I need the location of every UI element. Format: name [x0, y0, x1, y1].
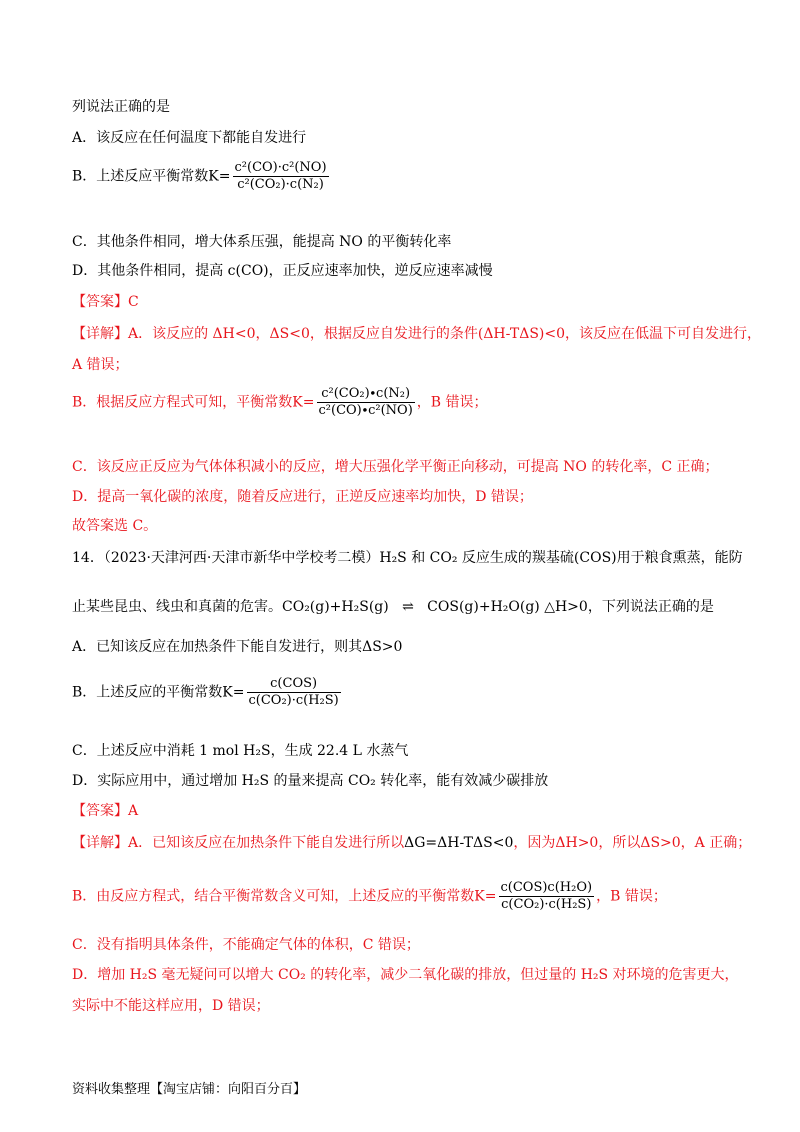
q14-option-c: C．上述反应中消耗 1 mol H₂S，生成 22.4 L 水蒸气	[72, 743, 409, 759]
q13-stem-tail: 列说法正确的是	[72, 99, 170, 115]
q14-option-b-fraction	[247, 676, 341, 709]
fraction-numerator: c(COS)	[270, 676, 318, 691]
detail-b-suffix: ，B 错误；	[596, 888, 667, 905]
fraction-numerator: c²(CO)·c²(NO)	[234, 160, 327, 175]
equilibrium-arrow: ⇌	[402, 599, 414, 615]
q13-detail-b-fraction	[317, 386, 415, 419]
answer-label: 【答案】	[72, 294, 128, 310]
question-number: 14．	[72, 550, 104, 566]
q14-stem-line-1	[72, 548, 743, 568]
q13-detail-a-cont: A 错误；	[72, 357, 129, 373]
q13-option-b-label: B．上述反应平衡常数	[72, 168, 209, 185]
answer-value: C	[128, 294, 139, 310]
q13-option-d: D．其他条件相同，提高 c(CO)，正反应速率加快，逆反应速率减慢	[72, 263, 493, 279]
fraction-numerator: c²(CO₂)∙c(N₂)	[321, 386, 411, 401]
question-source: （2023·天津河西·天津市新华中学校考二模）	[103, 550, 380, 566]
detail-b-text: B．根据反应方程式可知，平衡常数	[72, 394, 293, 411]
question-stem: H₂S 和 CO₂ 反应生成的羰基硫(COS)用于粮食熏蒸，能防	[379, 550, 743, 566]
question-stem-tail: COS(g)+H₂O(g) △H>0，下列说法正确的是	[427, 599, 714, 615]
answer-value: A	[128, 803, 139, 819]
q13-conclusion: 故答案选 C。	[72, 518, 158, 534]
q14-stem-line-2	[72, 597, 714, 617]
q13-detail-b	[72, 386, 488, 419]
fraction-denominator: c(CO₂)·c(H₂S)	[248, 693, 339, 708]
q14-detail-a	[72, 833, 751, 853]
q13-option-b-fraction	[233, 160, 329, 193]
delta-g-formula: ΔG=ΔH-TΔS<0	[404, 835, 514, 851]
detail-a-suffix: ，因为ΔH>0，所以ΔS>0，A 正确；	[513, 835, 752, 851]
detail-label: 【详解】	[72, 835, 128, 851]
q14-option-b	[72, 676, 343, 709]
q13-detail-d: D．提高一氧化碳的浓度，随着反应进行，正逆反应速率均加快，D 错误；	[72, 489, 533, 505]
detail-a-text: A．已知该反应在加热条件下能自发进行所以	[128, 835, 405, 851]
detail-b-text: B．由反应方程式，结合平衡常数含义可知，上述反应的平衡常数	[72, 888, 475, 905]
k-symbol: K=	[292, 394, 315, 411]
answer-label: 【答案】	[72, 803, 128, 819]
q14-detail-d-cont: 实际中不能这样应用，D 错误；	[72, 998, 270, 1014]
q14-detail-b-fraction	[499, 880, 595, 913]
q14-detail-c: C．没有指明具体条件，不能确定气体的体积，C 错误；	[72, 937, 420, 953]
detail-a-text: A．该反应的 ΔH<0，ΔS<0，根据反应自发进行的条件(ΔH-TΔS)<0，该反应在低温下可自发进行，	[128, 326, 762, 342]
fraction-denominator: c(CO₂)·c(H₂S)	[499, 896, 595, 913]
k-symbol: K=	[474, 888, 497, 905]
k-symbol: K=	[208, 168, 231, 185]
q13-option-b	[72, 160, 331, 193]
fraction-denominator: c²(CO₂)·c(N₂)	[233, 176, 329, 193]
q14-option-a: A．已知该反应在加热条件下能自发进行，则其ΔS>0	[72, 639, 403, 655]
question-stem-cont: 止某些昆虫、线虫和真菌的危害。CO₂(g)+H₂S(g)	[72, 599, 389, 615]
q14-detail-b	[72, 880, 667, 913]
page-footer: 资料收集整理【淘宝店铺：向阳百分百】	[72, 1082, 307, 1097]
q14-detail-d: D．增加 H₂S 毫无疑问可以增大 CO₂ 的转化率，减少二氧化碳的排放，但过量的 H₂S 对环境的危害更大，	[72, 967, 739, 983]
q13-option-c: C．其他条件相同，增大体系压强，能提高 NO 的平衡转化率	[72, 234, 452, 250]
q13-detail-c: C．该反应正反应为气体体积减小的反应，增大压强化学平衡正向移动，可提高 NO 的转化率，C 正确；	[72, 459, 719, 475]
q14-option-b-label: B．上述反应的平衡常数	[72, 684, 223, 701]
q13-answer	[72, 292, 139, 312]
q14-option-d: D．实际应用中，通过增加 H₂S 的量来提高 CO₂ 转化率，能有效减少碳排放	[72, 773, 549, 789]
k-symbol: K=	[222, 684, 245, 701]
q14-answer	[72, 801, 138, 821]
q13-option-a: A．该反应在任何温度下都能自发进行	[72, 130, 307, 146]
fraction-denominator: c²(CO)∙c²(NO)	[318, 403, 413, 418]
detail-b-suffix: ，B 错误；	[416, 394, 488, 411]
q13-detail-a	[72, 324, 761, 344]
fraction-numerator: c(COS)c(H₂O)	[500, 880, 593, 895]
detail-label: 【详解】	[72, 326, 128, 342]
